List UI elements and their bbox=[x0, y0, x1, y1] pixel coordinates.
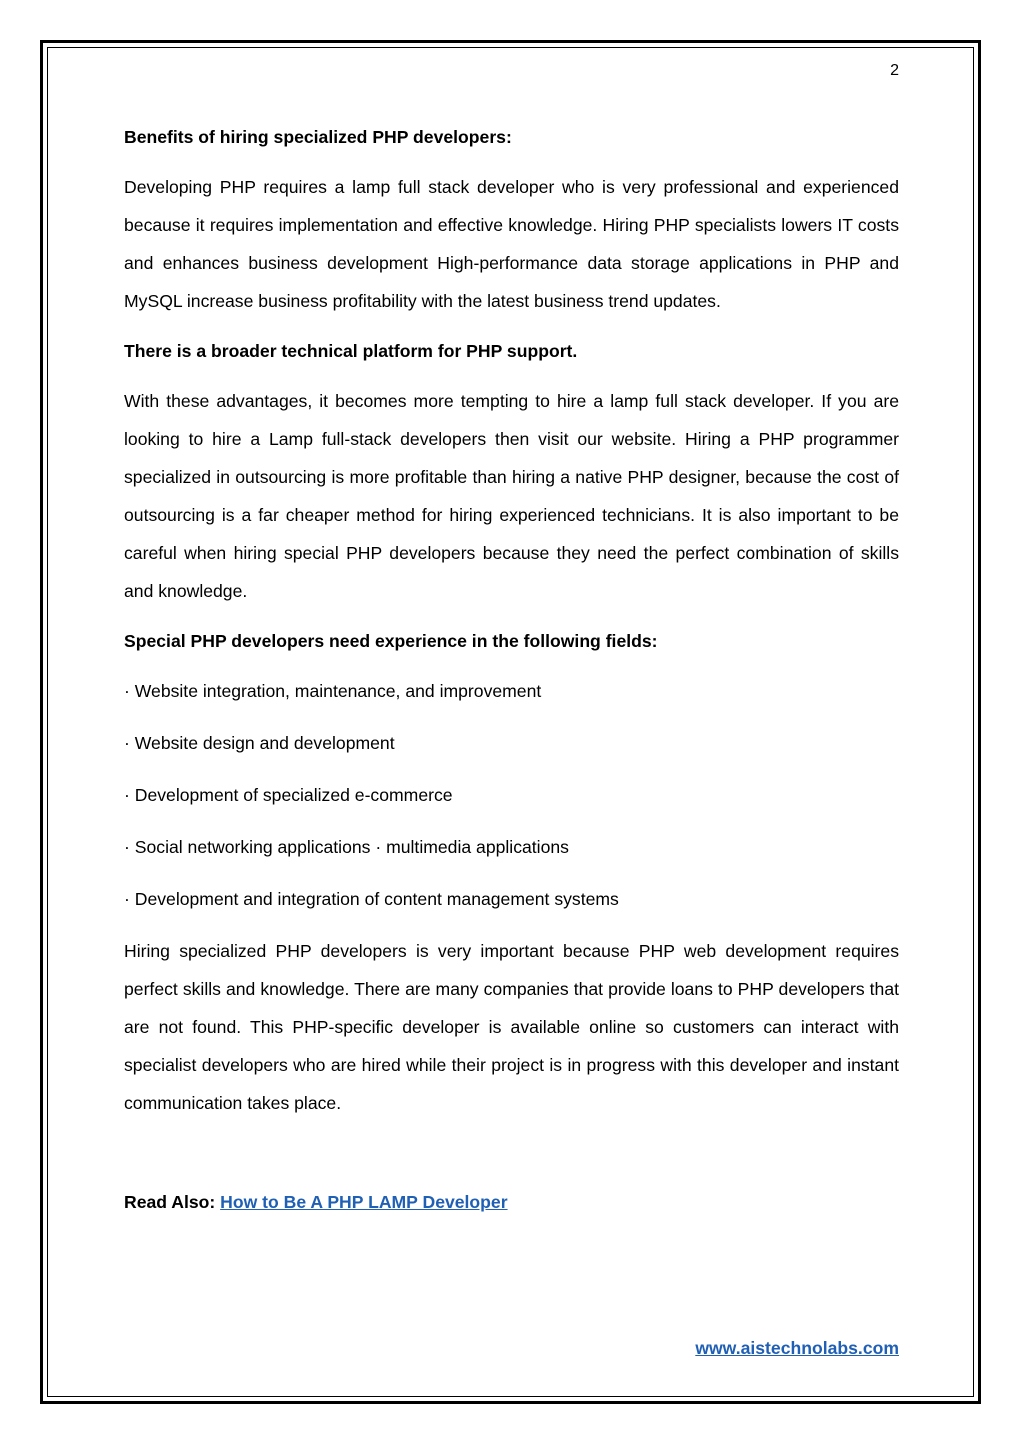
list-item: · Development and integration of content management systems bbox=[124, 889, 619, 909]
paragraph-benefits: Developing PHP requires a lamp full stack developer who is very professional and experienced because it requires implementation and effective knowledge. Hiring PHP specialists lowers IT costs and enhances business development High-performance data storage applications in PHP and MySQL increase business profitability with the latest business trend updates. bbox=[124, 177, 899, 311]
list-item: · Website design and development bbox=[124, 733, 395, 753]
document-body bbox=[124, 120, 899, 1136]
read-also-label: Read Also: bbox=[124, 1192, 216, 1212]
list-item: · Development of specialized e-commerce bbox=[124, 785, 453, 805]
paragraph-advantages: With these advantages, it becomes more tempting to hire a lamp full stack developer. If you are looking to hire a Lamp full-stack developers then visit our website. Hiring a PHP programmer specialized in outsourcing is more profitable than hiring a native PHP designer, because the cost of outsourcing is a far cheaper method for hiring experienced technicians. It is also important to be careful when hiring special PHP developers because they need the perfect combination of skills and knowledge. bbox=[124, 391, 899, 601]
page-number: 2 bbox=[890, 62, 899, 79]
footer-website-link[interactable]: www.aistechnolabs.com bbox=[695, 1338, 899, 1358]
read-also-link[interactable]: How to Be A PHP LAMP Developer bbox=[220, 1192, 508, 1212]
read-also bbox=[124, 1192, 508, 1213]
section-heading-platform: There is a broader technical platform for PHP support. bbox=[124, 341, 578, 361]
list-item: · Social networking applications · multimedia applications bbox=[124, 837, 569, 857]
section-heading-benefits: Benefits of hiring specialized PHP developers: bbox=[124, 127, 512, 147]
list-item: · Website integration, maintenance, and improvement bbox=[124, 681, 542, 701]
section-heading-fields: Special PHP developers need experience in the following fields: bbox=[124, 631, 658, 651]
paragraph-hiring: Hiring specialized PHP developers is very important because PHP web development requires perfect skills and knowledge. There are many companies that provide loans to PHP developers that are not found. This PHP-specific developer is available online so customers can interact with specialist developers who are hired while their project is in progress with this developer and instant communication takes place. bbox=[124, 941, 899, 1113]
